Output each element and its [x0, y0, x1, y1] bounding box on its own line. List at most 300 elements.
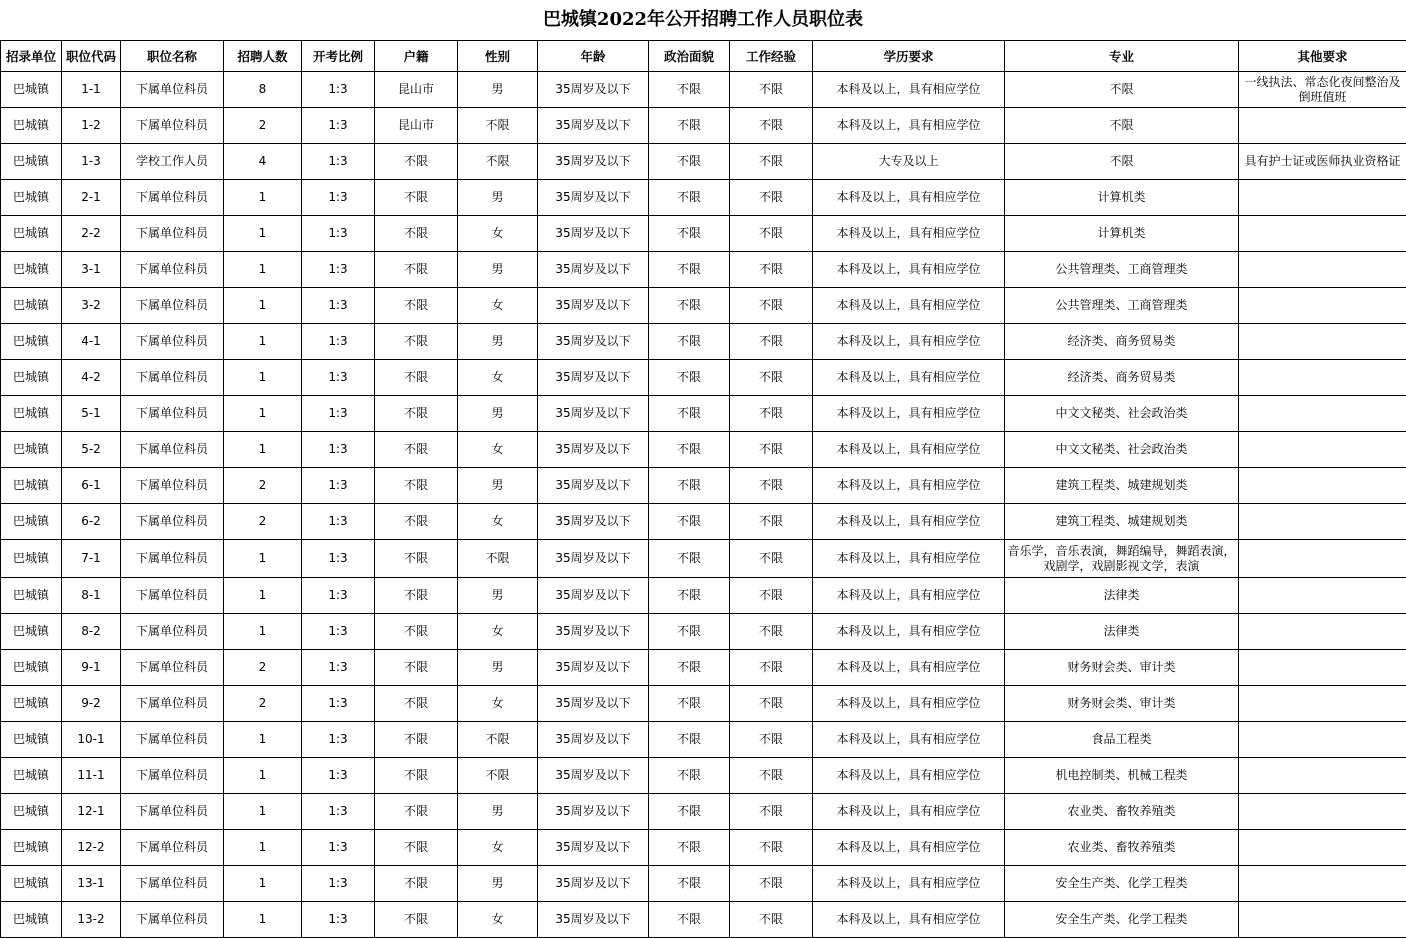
table-cell: 巴城镇	[1, 578, 62, 614]
table-cell: 35周岁及以下	[538, 866, 649, 902]
table-cell: 不限	[649, 722, 730, 758]
table-cell: 男	[458, 578, 538, 614]
table-cell: 男	[458, 180, 538, 216]
table-cell: 2	[224, 650, 302, 686]
table-cell: 不限	[730, 72, 813, 108]
table-cell: 女	[458, 504, 538, 540]
table-cell: 本科及以上，具有相应学位	[813, 72, 1005, 108]
table-cell: 不限	[375, 614, 458, 650]
table-cell: 机电控制类、机械工程类	[1005, 758, 1239, 794]
table-cell	[1239, 540, 1406, 578]
column-header: 政治面貌	[649, 41, 730, 72]
table-cell: 一线执法、常态化夜间整治及倒班值班	[1239, 72, 1406, 108]
table-cell: 不限	[649, 468, 730, 504]
table-row	[1, 504, 1406, 540]
table-cell: 1	[224, 252, 302, 288]
table-row	[1, 866, 1406, 902]
table-cell: 下属单位科员	[121, 578, 224, 614]
table-cell	[1239, 686, 1406, 722]
table-cell: 8-1	[62, 578, 121, 614]
table-row	[1, 468, 1406, 504]
table-cell: 不限	[458, 108, 538, 144]
table-cell: 35周岁及以下	[538, 216, 649, 252]
table-cell: 巴城镇	[1, 504, 62, 540]
page-title: 巴城镇2022年公开招聘工作人员职位表	[0, 0, 1406, 40]
table-cell: 下属单位科员	[121, 650, 224, 686]
table-cell: 35周岁及以下	[538, 180, 649, 216]
table-cell: 1	[224, 324, 302, 360]
table-cell: 农业类、畜牧养殖类	[1005, 794, 1239, 830]
table-cell: 11-1	[62, 758, 121, 794]
table-cell: 不限	[375, 686, 458, 722]
table-cell: 35周岁及以下	[538, 468, 649, 504]
table-cell: 1	[224, 722, 302, 758]
table-cell: 中文文秘类、社会政治类	[1005, 396, 1239, 432]
table-cell: 不限	[375, 866, 458, 902]
table-cell: 1:3	[302, 830, 375, 866]
table-row	[1, 180, 1406, 216]
table-cell: 下属单位科员	[121, 902, 224, 938]
table-cell: 不限	[375, 324, 458, 360]
table-cell: 下属单位科员	[121, 180, 224, 216]
table-cell: 1:3	[302, 504, 375, 540]
column-header: 招聘人数	[224, 41, 302, 72]
table-row	[1, 722, 1406, 758]
table-cell: 中文文秘类、社会政治类	[1005, 432, 1239, 468]
table-cell	[1239, 902, 1406, 938]
table-cell: 下属单位科员	[121, 758, 224, 794]
table-cell: 4-2	[62, 360, 121, 396]
table-cell	[1239, 108, 1406, 144]
table-cell: 不限	[458, 144, 538, 180]
table-cell: 不限	[649, 830, 730, 866]
table-cell	[1239, 216, 1406, 252]
table-cell: 下属单位科员	[121, 72, 224, 108]
table-cell: 不限	[649, 144, 730, 180]
table-cell: 3-1	[62, 252, 121, 288]
table-cell: 不限	[649, 614, 730, 650]
table-cell: 2	[224, 108, 302, 144]
table-cell: 巴城镇	[1, 722, 62, 758]
table-cell: 不限	[1005, 72, 1239, 108]
table-cell: 女	[458, 686, 538, 722]
table-cell: 下属单位科员	[121, 794, 224, 830]
table-cell: 经济类、商务贸易类	[1005, 324, 1239, 360]
table-cell: 不限	[458, 758, 538, 794]
table-cell: 本科及以上，具有相应学位	[813, 902, 1005, 938]
table-cell: 巴城镇	[1, 288, 62, 324]
table-cell: 35周岁及以下	[538, 902, 649, 938]
table-row	[1, 216, 1406, 252]
table-cell	[1239, 468, 1406, 504]
table-cell: 下属单位科员	[121, 324, 224, 360]
table-cell: 本科及以上，具有相应学位	[813, 578, 1005, 614]
table-cell: 35周岁及以下	[538, 360, 649, 396]
table-cell: 昆山市	[375, 72, 458, 108]
table-row	[1, 396, 1406, 432]
table-row	[1, 288, 1406, 324]
table-cell: 不限	[730, 614, 813, 650]
table-cell: 男	[458, 252, 538, 288]
table-cell: 不限	[375, 902, 458, 938]
positions-table	[0, 40, 1406, 938]
table-row	[1, 540, 1406, 578]
table-cell: 不限	[730, 866, 813, 902]
table-cell: 不限	[375, 794, 458, 830]
table-cell: 1	[224, 288, 302, 324]
table-cell: 35周岁及以下	[538, 252, 649, 288]
table-cell: 35周岁及以下	[538, 578, 649, 614]
table-cell: 1:3	[302, 180, 375, 216]
table-cell: 安全生产类、化学工程类	[1005, 866, 1239, 902]
table-cell: 建筑工程类、城建规划类	[1005, 504, 1239, 540]
table-cell: 不限	[375, 252, 458, 288]
table-row	[1, 578, 1406, 614]
table-cell: 男	[458, 468, 538, 504]
table-cell: 不限	[375, 722, 458, 758]
column-header: 工作经验	[730, 41, 813, 72]
table-cell: 女	[458, 830, 538, 866]
table-cell: 本科及以上，具有相应学位	[813, 180, 1005, 216]
table-cell: 不限	[649, 686, 730, 722]
table-row	[1, 902, 1406, 938]
table-cell	[1239, 794, 1406, 830]
table-cell: 1	[224, 396, 302, 432]
table-row	[1, 758, 1406, 794]
table-cell: 不限	[375, 432, 458, 468]
table-cell: 不限	[649, 902, 730, 938]
table-cell: 1:3	[302, 252, 375, 288]
table-cell: 1:3	[302, 758, 375, 794]
table-cell: 经济类、商务贸易类	[1005, 360, 1239, 396]
table-cell: 巴城镇	[1, 180, 62, 216]
table-cell: 巴城镇	[1, 216, 62, 252]
table-cell: 巴城镇	[1, 72, 62, 108]
table-cell: 1:3	[302, 614, 375, 650]
table-cell: 不限	[730, 504, 813, 540]
table-cell: 男	[458, 866, 538, 902]
table-cell: 35周岁及以下	[538, 288, 649, 324]
table-cell: 财务财会类、审计类	[1005, 650, 1239, 686]
table-cell: 12-2	[62, 830, 121, 866]
table-cell: 本科及以上，具有相应学位	[813, 722, 1005, 758]
table-cell: 10-1	[62, 722, 121, 758]
table-cell: 音乐学，音乐表演，舞蹈编导，舞蹈表演，戏剧学，戏剧影视文学，表演	[1005, 540, 1239, 578]
table-row	[1, 614, 1406, 650]
table-cell: 女	[458, 216, 538, 252]
table-cell: 1:3	[302, 722, 375, 758]
table-cell: 6-1	[62, 468, 121, 504]
table-cell: 9-1	[62, 650, 121, 686]
table-cell	[1239, 722, 1406, 758]
table-cell: 学校工作人员	[121, 144, 224, 180]
table-cell: 2	[224, 468, 302, 504]
column-header: 性别	[458, 41, 538, 72]
table-cell: 5-1	[62, 396, 121, 432]
table-cell: 下属单位科员	[121, 108, 224, 144]
table-cell: 下属单位科员	[121, 468, 224, 504]
table-cell: 35周岁及以下	[538, 396, 649, 432]
table-cell: 本科及以上，具有相应学位	[813, 686, 1005, 722]
table-cell: 女	[458, 902, 538, 938]
column-header: 学历要求	[813, 41, 1005, 72]
column-header: 年龄	[538, 41, 649, 72]
table-cell: 巴城镇	[1, 360, 62, 396]
table-cell: 1-2	[62, 108, 121, 144]
table-cell: 不限	[375, 578, 458, 614]
table-cell: 2-2	[62, 216, 121, 252]
table-cell: 7-1	[62, 540, 121, 578]
table-cell	[1239, 288, 1406, 324]
column-header: 其他要求	[1239, 41, 1406, 72]
table-cell: 下属单位科员	[121, 216, 224, 252]
table-cell: 巴城镇	[1, 650, 62, 686]
table-cell: 35周岁及以下	[538, 794, 649, 830]
table-cell: 下属单位科员	[121, 614, 224, 650]
column-header: 招录单位	[1, 41, 62, 72]
table-cell	[1239, 324, 1406, 360]
table-cell: 本科及以上，具有相应学位	[813, 468, 1005, 504]
table-cell: 巴城镇	[1, 252, 62, 288]
table-cell: 下属单位科员	[121, 686, 224, 722]
table-row	[1, 650, 1406, 686]
table-cell: 35周岁及以下	[538, 72, 649, 108]
column-header: 户籍	[375, 41, 458, 72]
column-header: 职位代码	[62, 41, 121, 72]
table-cell: 8-2	[62, 614, 121, 650]
column-header: 职位名称	[121, 41, 224, 72]
table-cell: 1	[224, 830, 302, 866]
table-cell: 不限	[649, 396, 730, 432]
table-cell: 巴城镇	[1, 540, 62, 578]
table-cell: 巴城镇	[1, 396, 62, 432]
table-cell: 女	[458, 360, 538, 396]
table-cell: 不限	[375, 180, 458, 216]
table-cell: 35周岁及以下	[538, 540, 649, 578]
table-cell: 1-3	[62, 144, 121, 180]
table-cell: 本科及以上，具有相应学位	[813, 324, 1005, 360]
table-cell: 不限	[649, 432, 730, 468]
table-cell: 巴城镇	[1, 614, 62, 650]
table-cell: 男	[458, 324, 538, 360]
table-cell: 具有护士证或医师执业资格证	[1239, 144, 1406, 180]
table-cell: 本科及以上，具有相应学位	[813, 758, 1005, 794]
table-cell: 1:3	[302, 144, 375, 180]
table-cell	[1239, 180, 1406, 216]
table-cell: 35周岁及以下	[538, 324, 649, 360]
table-cell: 5-2	[62, 432, 121, 468]
table-cell: 农业类、畜牧养殖类	[1005, 830, 1239, 866]
table-cell: 1	[224, 614, 302, 650]
table-cell: 下属单位科员	[121, 396, 224, 432]
table-cell	[1239, 252, 1406, 288]
table-cell: 不限	[730, 432, 813, 468]
table-cell: 下属单位科员	[121, 252, 224, 288]
table-cell	[1239, 650, 1406, 686]
table-cell: 巴城镇	[1, 758, 62, 794]
table-cell: 1	[224, 216, 302, 252]
table-cell: 巴城镇	[1, 432, 62, 468]
table-cell: 6-2	[62, 504, 121, 540]
table-cell: 1:3	[302, 108, 375, 144]
table-cell	[1239, 432, 1406, 468]
table-cell: 下属单位科员	[121, 288, 224, 324]
table-cell: 不限	[730, 540, 813, 578]
table-row	[1, 324, 1406, 360]
table-cell: 13-2	[62, 902, 121, 938]
table-cell: 公共管理类、工商管理类	[1005, 288, 1239, 324]
table-cell: 男	[458, 396, 538, 432]
table-row	[1, 360, 1406, 396]
table-cell: 不限	[730, 144, 813, 180]
table-cell: 不限	[730, 180, 813, 216]
table-cell: 本科及以上，具有相应学位	[813, 866, 1005, 902]
table-cell: 1	[224, 180, 302, 216]
table-cell	[1239, 866, 1406, 902]
table-cell: 不限	[649, 578, 730, 614]
table-cell: 2	[224, 504, 302, 540]
table-cell: 本科及以上，具有相应学位	[813, 794, 1005, 830]
table-cell: 不限	[375, 144, 458, 180]
table-row	[1, 432, 1406, 468]
table-cell: 本科及以上，具有相应学位	[813, 432, 1005, 468]
table-cell: 不限	[649, 108, 730, 144]
table-cell: 1:3	[302, 324, 375, 360]
table-cell: 不限	[730, 830, 813, 866]
table-cell: 女	[458, 432, 538, 468]
table-cell: 不限	[649, 794, 730, 830]
table-cell: 不限	[649, 288, 730, 324]
table-cell: 本科及以上，具有相应学位	[813, 540, 1005, 578]
table-cell: 不限	[649, 216, 730, 252]
table-cell: 4-1	[62, 324, 121, 360]
table-cell: 35周岁及以下	[538, 758, 649, 794]
table-cell: 巴城镇	[1, 902, 62, 938]
table-cell: 1:3	[302, 650, 375, 686]
table-cell: 本科及以上，具有相应学位	[813, 252, 1005, 288]
table-cell: 男	[458, 794, 538, 830]
table-cell: 35周岁及以下	[538, 108, 649, 144]
table-cell: 计算机类	[1005, 216, 1239, 252]
table-cell: 本科及以上，具有相应学位	[813, 830, 1005, 866]
table-cell: 1:3	[302, 902, 375, 938]
table-cell: 1	[224, 902, 302, 938]
table-row	[1, 830, 1406, 866]
table-cell: 不限	[730, 758, 813, 794]
table-cell	[1239, 504, 1406, 540]
table-cell: 1	[224, 758, 302, 794]
table-cell	[1239, 758, 1406, 794]
table-cell: 公共管理类、工商管理类	[1005, 252, 1239, 288]
table-cell: 35周岁及以下	[538, 614, 649, 650]
table-cell: 35周岁及以下	[538, 722, 649, 758]
table-cell: 不限	[375, 468, 458, 504]
table-cell: 下属单位科员	[121, 866, 224, 902]
table-row	[1, 108, 1406, 144]
table-cell: 不限	[375, 540, 458, 578]
table-cell: 本科及以上，具有相应学位	[813, 108, 1005, 144]
table-cell	[1239, 578, 1406, 614]
table-cell: 巴城镇	[1, 830, 62, 866]
table-cell: 本科及以上，具有相应学位	[813, 216, 1005, 252]
table-cell: 巴城镇	[1, 866, 62, 902]
table-cell: 不限	[649, 252, 730, 288]
table-cell: 不限	[1005, 144, 1239, 180]
table-cell: 不限	[730, 216, 813, 252]
table-cell: 不限	[375, 288, 458, 324]
table-cell: 不限	[649, 360, 730, 396]
table-cell: 财务财会类、审计类	[1005, 686, 1239, 722]
table-cell: 3-2	[62, 288, 121, 324]
table-cell: 不限	[375, 830, 458, 866]
table-cell: 不限	[458, 540, 538, 578]
table-cell: 不限	[1005, 108, 1239, 144]
table-cell	[1239, 614, 1406, 650]
table-cell: 巴城镇	[1, 468, 62, 504]
table-cell: 1:3	[302, 578, 375, 614]
table-cell	[1239, 396, 1406, 432]
table-cell: 2-1	[62, 180, 121, 216]
table-cell: 不限	[730, 578, 813, 614]
table-cell: 1:3	[302, 396, 375, 432]
table-cell: 不限	[649, 504, 730, 540]
table-cell: 不限	[375, 650, 458, 686]
table-cell: 1:3	[302, 72, 375, 108]
table-cell: 1-1	[62, 72, 121, 108]
table-cell: 下属单位科员	[121, 360, 224, 396]
table-cell: 不限	[458, 722, 538, 758]
table-cell: 不限	[730, 108, 813, 144]
table-cell: 本科及以上，具有相应学位	[813, 650, 1005, 686]
table-cell: 男	[458, 650, 538, 686]
table-cell: 不限	[730, 360, 813, 396]
table-cell: 不限	[730, 902, 813, 938]
table-cell: 本科及以上，具有相应学位	[813, 288, 1005, 324]
table-cell: 下属单位科员	[121, 504, 224, 540]
table-cell: 男	[458, 72, 538, 108]
column-header: 专业	[1005, 41, 1239, 72]
table-cell: 下属单位科员	[121, 830, 224, 866]
table-cell: 1:3	[302, 540, 375, 578]
table-cell: 1	[224, 540, 302, 578]
table-cell: 35周岁及以下	[538, 830, 649, 866]
table-cell: 大专及以上	[813, 144, 1005, 180]
table-cell: 12-1	[62, 794, 121, 830]
column-header: 开考比例	[302, 41, 375, 72]
table-cell: 1	[224, 432, 302, 468]
table-cell: 1	[224, 794, 302, 830]
table-cell	[1239, 830, 1406, 866]
table-cell: 不限	[730, 686, 813, 722]
table-cell: 安全生产类、化学工程类	[1005, 902, 1239, 938]
table-cell: 2	[224, 686, 302, 722]
table-row	[1, 794, 1406, 830]
table-cell: 本科及以上，具有相应学位	[813, 360, 1005, 396]
table-cell: 1:3	[302, 468, 375, 504]
table-cell: 不限	[375, 396, 458, 432]
table-cell: 8	[224, 72, 302, 108]
table-cell: 不限	[649, 758, 730, 794]
table-cell: 不限	[730, 396, 813, 432]
table-row	[1, 252, 1406, 288]
table-cell: 35周岁及以下	[538, 504, 649, 540]
table-cell: 不限	[730, 468, 813, 504]
table-cell: 1:3	[302, 794, 375, 830]
table-cell: 不限	[730, 722, 813, 758]
table-cell: 巴城镇	[1, 108, 62, 144]
table-cell: 不限	[730, 324, 813, 360]
table-cell: 不限	[649, 866, 730, 902]
